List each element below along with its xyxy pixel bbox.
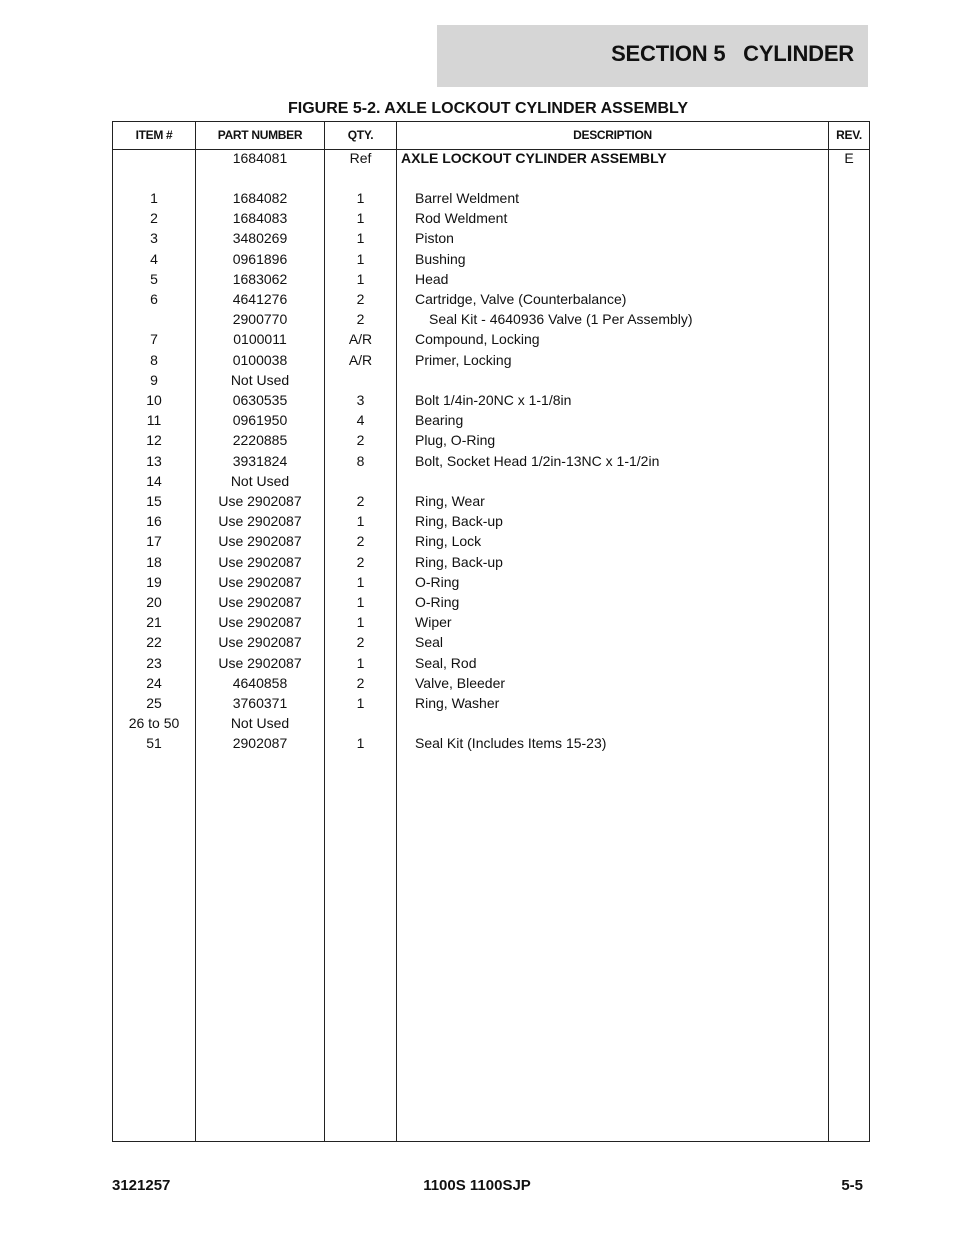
cell-description: Bushing: [415, 250, 466, 267]
cell-description: Piston: [415, 230, 454, 247]
cell-description: Ring, Wear: [415, 493, 485, 509]
cell-quantity: 8: [356, 452, 365, 469]
cell-item-number: 15: [146, 493, 162, 509]
cell-description: Seal Kit (Includes Items 15-23): [415, 735, 607, 752]
cell-part-number: 0961950: [232, 412, 288, 429]
cell-part-number: 0100038: [232, 351, 288, 368]
cell-item-number: 22: [146, 634, 162, 651]
cell-description: Bolt 1/4in-20NC x 1-1/8in: [415, 392, 572, 408]
cell-item-number: 8: [150, 351, 158, 368]
cell-quantity: A/R: [348, 331, 373, 348]
footer-page-number: 5-5: [841, 1177, 863, 1194]
cell-part-number: 2902087: [232, 735, 288, 752]
cell-description: O-Ring: [415, 594, 460, 610]
section-title: SECTION 5 CYLINDER: [611, 41, 854, 66]
cell-item-number: 4: [150, 250, 158, 267]
column-header-description: DESCRIPTION: [573, 128, 652, 142]
cell-quantity: 1: [356, 270, 365, 287]
cell-part-number: 3931824: [232, 452, 288, 469]
cell-quantity: 2: [356, 311, 365, 328]
cell-part-number: 2900770: [232, 311, 288, 328]
column-header-rev: REV.: [836, 128, 862, 142]
cell-item-number: 51: [146, 735, 162, 752]
cell-part-number: 1684081: [232, 150, 288, 166]
cell-item-number: 24: [146, 674, 162, 691]
cell-quantity: 3: [356, 392, 365, 408]
cell-description: Ring, Back-up: [415, 513, 503, 530]
cell-description: Ring, Back-up: [415, 553, 503, 570]
cell-quantity: 2: [356, 674, 365, 691]
column-divider: [396, 122, 397, 1141]
cell-item-number: 12: [146, 432, 162, 449]
cell-part-number: Not Used: [230, 472, 290, 489]
cell-item-number: 23: [146, 654, 162, 671]
cell-part-number: 3760371: [232, 695, 288, 711]
cell-description: O-Ring: [415, 573, 460, 590]
figure-title: FIGURE 5-2. AXLE LOCKOUT CYLINDER ASSEMBLY: [287, 100, 689, 117]
cell-quantity: 1: [356, 210, 365, 227]
cell-item-number: 5: [150, 270, 158, 287]
cell-quantity: 1: [356, 654, 365, 671]
cell-description: Plug, O-Ring: [415, 432, 496, 449]
cell-item-number: 20: [146, 594, 162, 610]
cell-quantity: 2: [356, 291, 365, 307]
cell-part-number: Use 2902087: [218, 614, 302, 631]
footer-doc-number: 3121257: [112, 1177, 171, 1194]
column-header-part-number: PART NUMBER: [217, 128, 303, 142]
cell-quantity: 1: [356, 614, 365, 631]
cell-item-number: 2: [150, 210, 158, 227]
cell-description: AXLE LOCKOUT CYLINDER ASSEMBLY: [401, 150, 667, 166]
cell-part-number: 4640858: [232, 674, 288, 691]
cell-description: Seal: [415, 634, 444, 651]
cell-part-number: Not Used: [230, 371, 290, 388]
cell-quantity: 2: [356, 533, 365, 550]
cell-quantity: 1: [356, 573, 365, 590]
cell-description: Barrel Weldment: [415, 190, 520, 206]
cell-item-number: 1: [150, 190, 158, 206]
cell-description: Head: [415, 270, 449, 287]
column-header-qty: QTY.: [347, 128, 374, 142]
cell-part-number: Use 2902087: [218, 634, 302, 651]
cell-part-number: Use 2902087: [218, 513, 302, 530]
cell-item-number: 19: [146, 573, 162, 590]
cell-quantity: 1: [356, 695, 365, 711]
cell-part-number: 2220885: [232, 432, 288, 449]
cell-part-number: 1684082: [232, 190, 288, 206]
cell-part-number: Use 2902087: [218, 553, 302, 570]
cell-item-number: 14: [146, 472, 162, 489]
parts-table: [112, 121, 870, 1142]
cell-description: Ring, Washer: [415, 695, 500, 711]
cell-quantity: A/R: [348, 351, 373, 368]
cell-part-number: Use 2902087: [218, 654, 302, 671]
cell-item-number: 17: [146, 533, 162, 550]
cell-quantity: 1: [356, 513, 365, 530]
cell-description: Seal Kit - 4640936 Valve (1 Per Assembly): [429, 311, 693, 328]
cell-part-number: 0100011: [233, 331, 287, 348]
cell-quantity: 1: [356, 190, 365, 206]
cell-description: Compound, Locking: [415, 331, 540, 348]
cell-description: Primer, Locking: [415, 351, 512, 368]
cell-item-number: 3: [150, 230, 158, 247]
cell-quantity: 1: [356, 230, 365, 247]
cell-quantity: 2: [356, 493, 365, 509]
cell-part-number: 0961896: [232, 250, 288, 267]
cell-description: Cartridge, Valve (Counterbalance): [415, 291, 627, 307]
cell-description: Bearing: [415, 412, 464, 429]
cell-part-number: Use 2902087: [218, 533, 302, 550]
cell-description: Seal, Rod: [415, 654, 477, 671]
cell-description: Bolt, Socket Head 1/2in-13NC x 1-1/2in: [415, 452, 660, 469]
cell-item-number: 16: [146, 513, 162, 530]
cell-part-number: Not Used: [230, 715, 290, 732]
cell-quantity: 2: [356, 553, 365, 570]
cell-item-number: 11: [146, 412, 162, 429]
cell-part-number: Use 2902087: [218, 493, 302, 509]
cell-part-number: Use 2902087: [218, 594, 302, 610]
column-header-item: ITEM #: [135, 128, 173, 142]
cell-part-number: 3480269: [232, 230, 288, 247]
cell-part-number: Use 2902087: [218, 573, 302, 590]
cell-part-number: 1684083: [232, 210, 288, 227]
cell-description: Rod Weldment: [415, 210, 508, 227]
cell-item-number: 26 to 50: [128, 715, 180, 732]
cell-quantity: 2: [356, 432, 365, 449]
cell-quantity: 1: [356, 735, 365, 752]
cell-quantity: 1: [356, 594, 365, 610]
cell-item-number: 25: [146, 695, 162, 711]
section-header: [437, 25, 868, 87]
cell-quantity: 1: [356, 250, 365, 267]
cell-item-number: 6: [150, 291, 158, 307]
footer-model: 1100S 1100SJP: [423, 1177, 531, 1194]
cell-revision: E: [844, 150, 854, 166]
cell-description: Wiper: [415, 614, 452, 631]
cell-description: Ring, Lock: [415, 533, 482, 550]
column-divider: [828, 122, 829, 1141]
cell-item-number: 18: [146, 553, 162, 570]
cell-description: Valve, Bleeder: [415, 674, 506, 691]
cell-part-number: 0630535: [232, 392, 288, 408]
cell-item-number: 10: [146, 392, 162, 408]
cell-part-number: 4641276: [232, 291, 288, 307]
cell-item-number: 13: [146, 452, 162, 469]
cell-item-number: 21: [146, 614, 162, 631]
cell-item-number: 9: [150, 371, 158, 388]
cell-quantity: 4: [356, 412, 365, 429]
cell-item-number: 7: [150, 331, 158, 348]
cell-quantity: Ref: [349, 150, 372, 166]
cell-quantity: 2: [356, 634, 365, 651]
cell-part-number: 1683062: [232, 270, 288, 287]
